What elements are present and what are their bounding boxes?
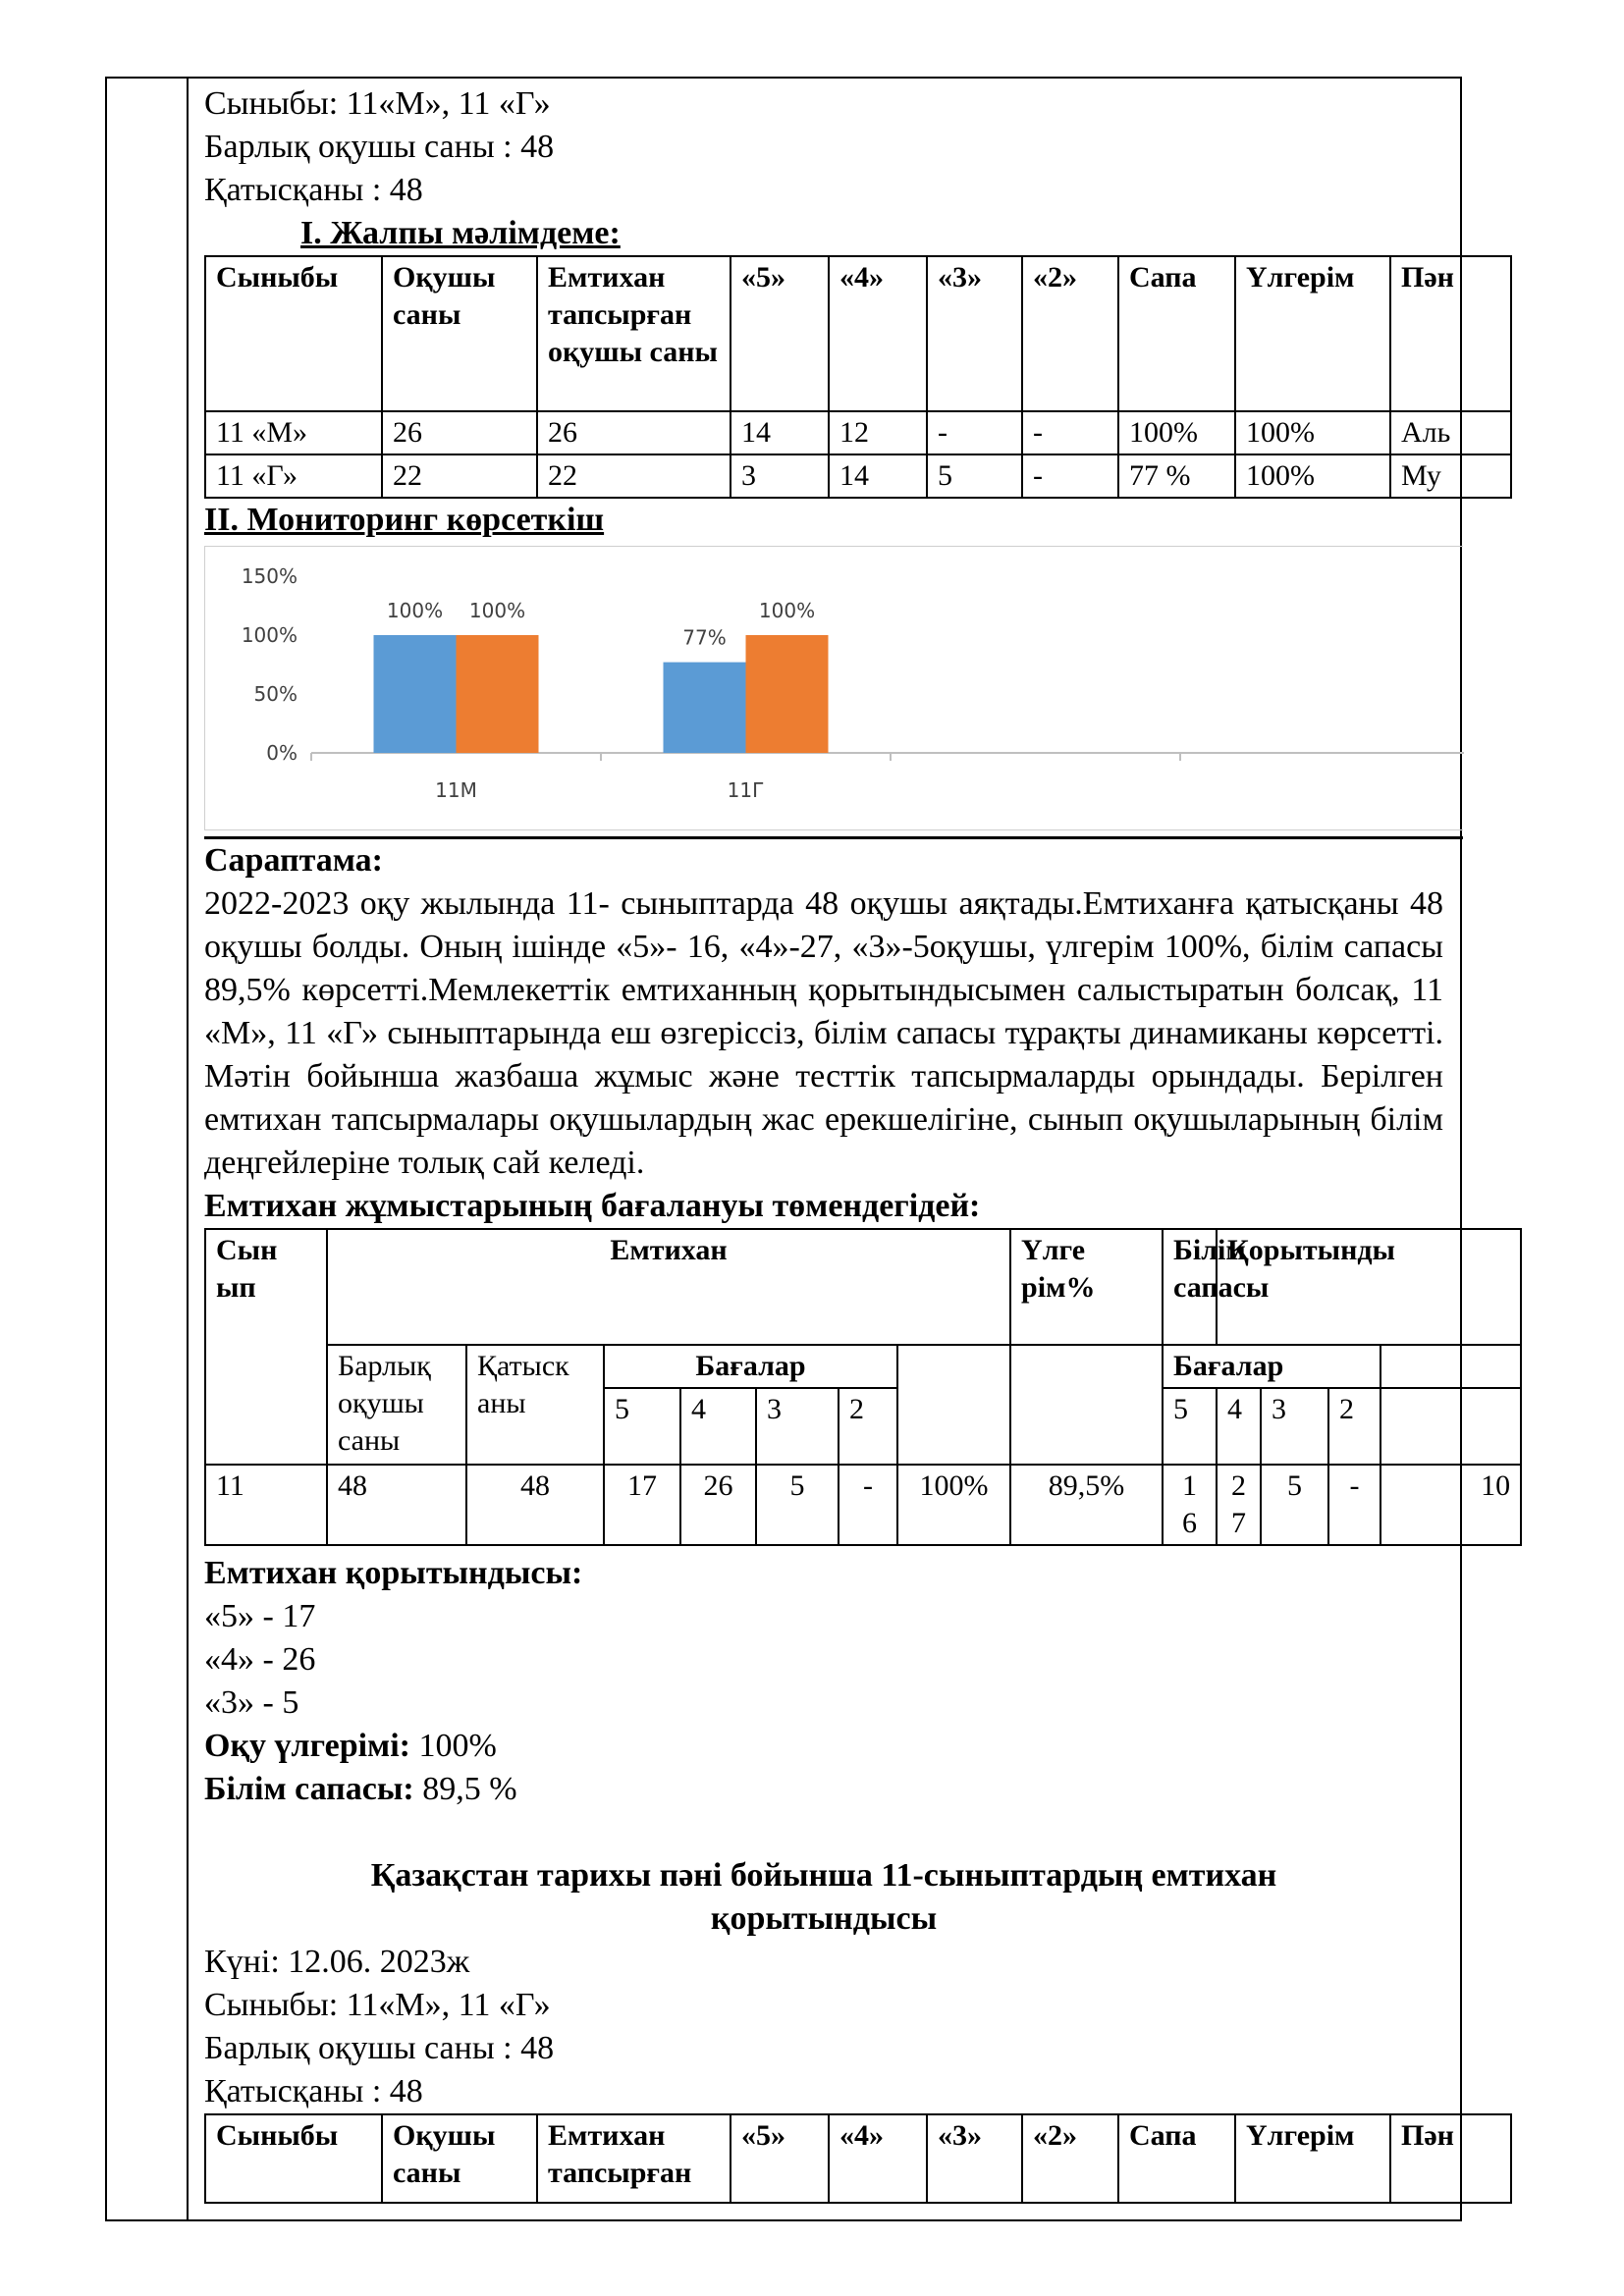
header-cell: 3: [756, 1388, 839, 1465]
table3-wrap: [204, 2113, 1463, 2196]
table-cell: 11 «Г»: [205, 454, 382, 498]
table-cell: 26: [537, 411, 731, 454]
quality-label: Білім сапасы:: [204, 1771, 414, 1807]
table-cell: 22: [537, 454, 731, 498]
header-cell: 4: [680, 1388, 756, 1465]
assessment-title: Емтихан жұмыстарының бағалануы төмендегідей:: [204, 1188, 981, 1224]
table-cell: 17: [604, 1465, 680, 1545]
table-cell: 3: [731, 454, 829, 498]
table-header-row: [205, 2114, 1511, 2203]
table-cell: 26: [680, 1465, 756, 1545]
participated-line: Қатысқаны : 48: [204, 172, 423, 208]
header-cell: Емтихан тапсырған: [537, 2114, 731, 2203]
table-cell: 22: [382, 454, 537, 498]
table-cell: 11: [205, 1465, 327, 1545]
x-category-label: 11Г: [727, 778, 765, 802]
section3-date: Күні: 12.06. 2023ж: [204, 1944, 470, 1980]
header-cell: Сыныбы: [205, 2114, 382, 2203]
table-cell: 89,5%: [1010, 1465, 1163, 1545]
left-margin-rule: [187, 77, 189, 2221]
quality-value: 89,5 %: [413, 1771, 517, 1807]
header-cell: 3: [1261, 1388, 1328, 1465]
table-cell: 1 6: [1163, 1465, 1217, 1545]
table1-wrap: [204, 255, 1463, 499]
header-cell: Сыныбы: [205, 256, 382, 411]
monitoring-chart: [204, 546, 1463, 830]
assessment-table: [204, 1228, 1522, 1546]
table-cell: -: [1022, 454, 1118, 498]
header-cell: 2: [839, 1388, 897, 1465]
y-tick-label: 50%: [253, 682, 298, 706]
table-cell: 100%: [1235, 454, 1390, 498]
table-cell: 26: [382, 411, 537, 454]
y-tick-label: 0%: [266, 741, 298, 765]
results-title: Емтихан қорытындысы:: [204, 1555, 583, 1591]
chart-bar: [664, 663, 746, 753]
header-cell: 5: [1163, 1388, 1217, 1465]
header-cell: Емтихан: [327, 1229, 1010, 1345]
table-cell: Аль: [1390, 411, 1511, 454]
table-cell: 48: [466, 1465, 604, 1545]
header-cell: Үлгерім: [1235, 256, 1390, 411]
table-cell: 11 «М»: [205, 411, 382, 454]
table-header-row: [205, 256, 1511, 411]
header-cell: [1010, 1345, 1163, 1465]
table-cell: 5: [1261, 1465, 1328, 1545]
spacer: [204, 1811, 1459, 1854]
results-line-5: «5» - 17: [204, 1598, 316, 1634]
table-cell: 48: [327, 1465, 466, 1545]
header-cell: Сапа: [1118, 2114, 1235, 2203]
header-cell: Бағалар: [1163, 1345, 1380, 1388]
chart-bar: [374, 635, 457, 753]
header-cell: Бағалар: [604, 1345, 897, 1388]
progress-line: [204, 1725, 1459, 1768]
table-cell: -: [839, 1465, 897, 1545]
table-row: [205, 1465, 1521, 1545]
history-summary-table: [204, 2113, 1512, 2204]
analysis-paragraph: 2022-2023 оқу жылында 11- сыныптарда 48 оқушы аяқтады.Емтиханға қатысқаны 48 оқушы болды. Оның ішінде «5»- 16, «4»-27, «3»-5оқушы, үлгерім 100%, білім сапасы 89,5% көрсетті.Мемлекеттік емтиханның қорытындысымен салыстыратын болсақ, 11 «М», 11 «Г» сыныптарында еш өзгеріссіз, білім сапасы тұрақты динамиканы көрсетті. Мәтін бойынша жазбаша жұмыс және тесттік тапсырмаларды орындады. Берілген емтихан тапсырмалары оқушылардың жас ерекшелігіне, сынып оқушыларының білім деңгейлеріне толық сай келеді.: [204, 885, 1443, 1181]
table-cell: Му: [1390, 454, 1511, 498]
y-tick-label: 100%: [241, 623, 298, 647]
header-cell: Пән: [1390, 256, 1511, 411]
table-cell: 100%: [1118, 411, 1235, 454]
header-cell: «3»: [927, 2114, 1022, 2203]
header-cell: [897, 1345, 1010, 1465]
classes-line: Сыныбы: 11«М», 11 «Г»: [204, 85, 551, 122]
header-cell: Үлгерім: [1235, 2114, 1390, 2203]
header-cell: 5: [604, 1388, 680, 1465]
table-cell: 5: [927, 454, 1022, 498]
x-category-label: 11М: [435, 778, 477, 802]
header-cell: Оқушы саны: [382, 256, 537, 411]
table-cell: -: [927, 411, 1022, 454]
header-cell: «2»: [1022, 2114, 1118, 2203]
header-cell: 4: [1217, 1388, 1261, 1465]
section1-title: І. Жалпы мәлімдеме:: [300, 215, 621, 251]
header-cell: [1380, 1345, 1521, 1388]
section3-total: Барлық оқушы саны : 48: [204, 2030, 555, 2066]
document-body: [204, 82, 1511, 2196]
analysis-title: Сараптама:: [204, 842, 383, 879]
header-cell: «4»: [829, 2114, 927, 2203]
header-cell: «4»: [829, 256, 927, 411]
results-line-4: «4» - 26: [204, 1641, 316, 1678]
table-cell: 5: [756, 1465, 839, 1545]
header-cell: Білім сапасы: [1163, 1229, 1217, 1345]
chart-bar: [746, 635, 829, 753]
table-cell: 14: [731, 411, 829, 454]
table-header-row: [205, 1345, 1521, 1388]
progress-label: Оқу үлгерімі:: [204, 1728, 410, 1764]
quality-line: [204, 1768, 1459, 1811]
header-cell: Барлық оқушы саны: [327, 1345, 466, 1465]
header-cell: Үлге рім%: [1010, 1229, 1163, 1345]
y-tick-label: 150%: [241, 564, 298, 588]
table-cell: 2 7: [1217, 1465, 1261, 1545]
results-line-3: «3» - 5: [204, 1684, 299, 1721]
table-cell: 100%: [1235, 411, 1390, 454]
header-cell: [1380, 1388, 1521, 1465]
progress-value: 100%: [409, 1728, 497, 1764]
header-cell: Сын ып: [205, 1229, 327, 1465]
header-cell: Емтихан тапсырған оқушы саны: [537, 256, 731, 411]
table2-wrap: [204, 1228, 1511, 1546]
table-row: [205, 411, 1511, 454]
header-cell: «5»: [731, 256, 829, 411]
total-students-line: Барлық оқушы саны : 48: [204, 129, 555, 165]
data-label: 100%: [468, 599, 526, 622]
table-cell: 100%: [897, 1465, 1010, 1545]
monitoring-chart-svg: [205, 547, 1464, 831]
header-cell: «3»: [927, 256, 1022, 411]
header-cell: Оқушы саны: [382, 2114, 537, 2203]
section3-title-line1: Қазақстан тарихы пәні бойынша 11-сыныптардың емтихан: [370, 1857, 1277, 1894]
table-cell: 14: [829, 454, 927, 498]
header-cell: Қатыск аны: [466, 1345, 604, 1465]
chart-bar: [457, 635, 539, 753]
data-label: 100%: [758, 599, 816, 622]
header-cell: Пән: [1390, 2114, 1511, 2203]
section3-classes: Сыныбы: 11«М», 11 «Г»: [204, 1987, 551, 2023]
table-cell: 10: [1380, 1465, 1521, 1545]
table-cell: -: [1022, 411, 1118, 454]
table-row: [205, 454, 1511, 498]
summary-table: [204, 255, 1512, 499]
header-cell: «5»: [731, 2114, 829, 2203]
section2-title: ІІ. Мониторинг көрсеткіш: [204, 502, 605, 538]
table-cell: -: [1328, 1465, 1380, 1545]
data-label: 77%: [682, 625, 727, 650]
header-cell: Сапа: [1118, 256, 1235, 411]
table-cell: 77 %: [1118, 454, 1235, 498]
section3-title-line2: қорытындысы: [710, 1900, 938, 1937]
header-cell: Қорытынды: [1217, 1229, 1521, 1345]
header-cell: 2: [1328, 1388, 1380, 1465]
section3-participated: Қатысқаны : 48: [204, 2073, 423, 2109]
header-cell: «2»: [1022, 256, 1118, 411]
table-header-row: [205, 1229, 1521, 1345]
table-cell: 12: [829, 411, 927, 454]
data-label: 100%: [386, 599, 444, 622]
